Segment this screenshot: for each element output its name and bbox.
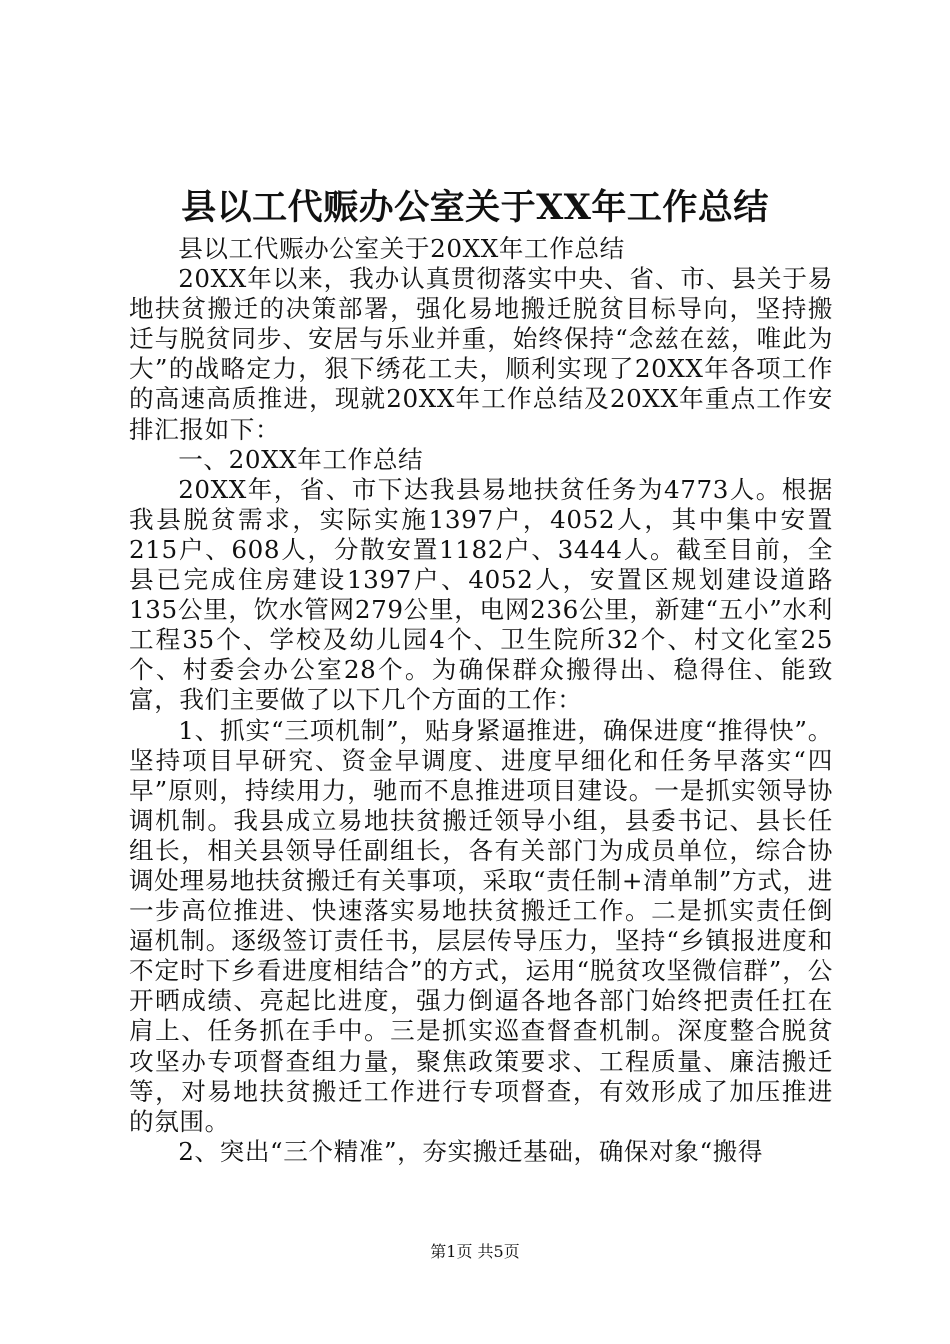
document-body bbox=[129, 234, 833, 1167]
document-subtitle: 县以工代赈办公室关于20XX年工作总结 bbox=[178, 234, 625, 263]
precision-paragraph: 2、突出“三个精准”，夯实搬迁基础，确保对象“搬得 bbox=[178, 1136, 764, 1166]
document-title: 县以工代赈办公室关于XX年工作总结 bbox=[181, 187, 769, 228]
intro-paragraph: 20XX年以来，我办认真贯彻落实中央、省、市、县关于易地扶贫搬迁的决策部署，强化易地搬迁脱贫目标导向，坚持搬迁与脱贫同步、安居与乐业并重，始终保持“念兹在兹，唯此为大”的战略定力，狠下绣花工夫，顺利实现了20XX年各项工作的高速高质推进，现就20XX年工作总结及20XX年重点工作安排汇报如下： bbox=[129, 264, 833, 444]
section-heading: 一、20XX年工作总结 bbox=[178, 444, 424, 474]
page-number: 第1页 共5页 bbox=[430, 1242, 520, 1261]
summary-paragraph: 20XX年，省、市下达我县易地扶贫任务为4773人。根据我县脱贫需求，实际实施1397户，4052人，其中集中安置215户、608人，分散安置1182户、3444人。截至目前，全县已完成住房建设1397户、4052人，安置区规划建设道路135公里，饮水管网279公里，电网236公里，新建“五小”水利工程35个、学校及幼儿园4个、卫生院所32个、村文化室25个、村委会办公室28个。为确保群众搬得出、稳得住、能致富，我们主要做了以下几个方面的工作： bbox=[129, 474, 833, 715]
mechanism-paragraph: 1、抓实“三项机制”，贴身紧逼推进，确保进度“推得快”。坚持项目早研究、资金早调度、进度早细化和任务早落实“四早”原则，持续用力，驰而不息推进项目建设。一是抓实领导协调机制。我县成立易地扶贫搬迁领导小组，县委书记、县长任组长，相关县领导任副组长，各有关部门为成员单位，综合协调处理易地扶贫搬迁有关事项，采取“责任制+清单制”方式，进一步高位推进、快速落实易地扶贫搬迁工作。二是抓实责任倒逼机制。逐级签订责任书，层层传导压力，坚持“乡镇报进度和不定时下乡看进度相结合”的方式，运用“脱贫攻坚微信群”，公开晒成绩、亮起比进度，强力倒逼各地各部门始终把责任扛在肩上、任务抓在手中。三是抓实巡查督查机制。深度整合脱贫攻坚办专项督查组力量，聚焦政策要求、工程质量、廉洁搬迁等，对易地扶贫搬迁工作进行专项督查，有效形成了加压推进的氛围。 bbox=[129, 715, 833, 1136]
